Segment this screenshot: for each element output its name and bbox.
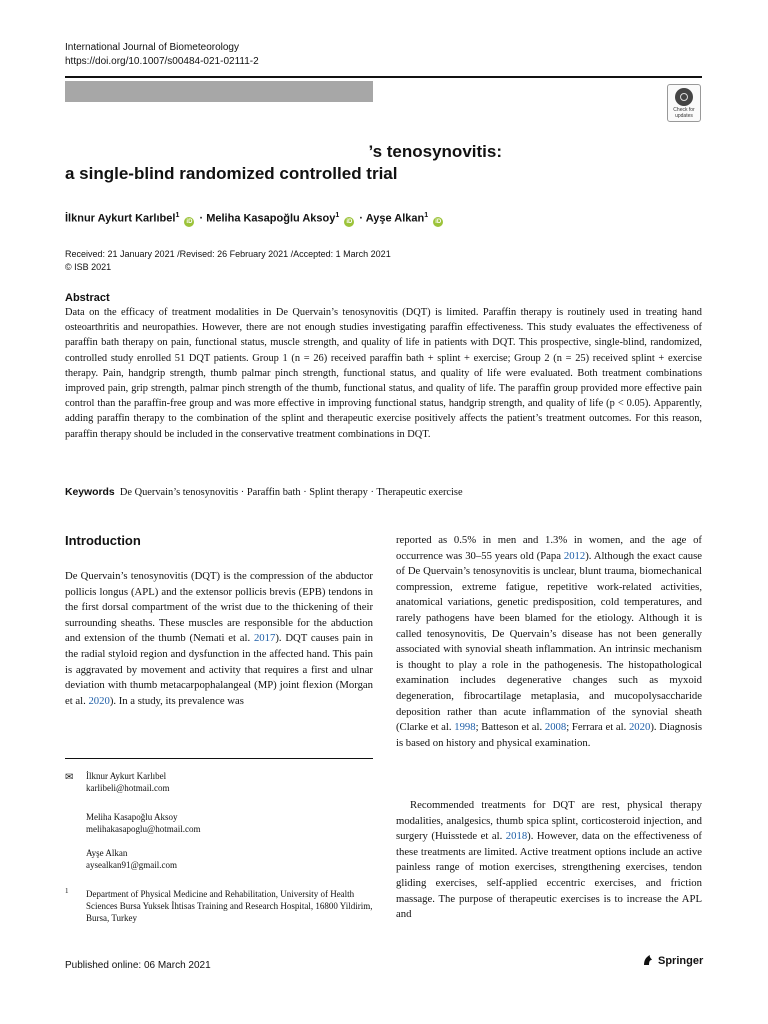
paragraph-text: ; Batteson et al. (475, 721, 545, 734)
author-affil-sup: 1 (175, 212, 180, 219)
keywords (65, 486, 463, 500)
doi-link[interactable]: https://doi.org/10.1007/s00484-021-02111-2 (65, 56, 259, 67)
author-affil-sup: 1 (335, 212, 340, 219)
keywords-list: De Quervain’s tenosynovitis · Paraffin bath · Splint therapy · Therapeutic exercise (119, 487, 463, 498)
title-line-1: ’s tenosynovitis: (368, 142, 502, 161)
publisher-logo[interactable] (642, 954, 703, 967)
paragraph-text: De Quervain’s tenosynovitis (DQT) is the compression of the abductor pollicis longus (APL) and the extensor pollicis brevis (EPB) tendons in the first dorsal compartment of the wrist due to the thickening of their surrounding sheaths. These muscles are responsible for the abduction and extension of the thumb (Nemati et al. (65, 570, 373, 645)
paragraph-text: ). In a study, its prevalence was (109, 694, 244, 707)
paragraph-text: ; Ferrara et al. (566, 721, 629, 734)
orcid-icon[interactable]: iD (435, 218, 442, 225)
citation-link[interactable]: 2020 (628, 721, 651, 734)
author-name: İlknur Aykurt Karlıbel (86, 771, 167, 781)
paragraph-text: ). Diagnosis is based on history and physical examination. (396, 721, 702, 749)
citation-link[interactable]: 2020 (88, 694, 110, 707)
author-name[interactable]: Ayşe Alkan (365, 212, 425, 225)
author-email[interactable]: aysealkan91@gmail.com (86, 860, 178, 870)
title-line-2: a single-blind randomized controlled trial (65, 164, 398, 183)
paragraph-text: ). DQT causes pain in the radial styloid region and dysfunction in the affected hand. This pain is aggravated by movement and activity that requires a first and ulnar deviation with thumb metacarpophalangeal (MP) joint flexion (Morgan et al. (65, 632, 373, 707)
affiliation: Department of Physical Medicine and Rehabilitation, University of Health Sciences Bursa Yuksek İhtisas Training and Research Hospital, 16800 Yildirim, Bursa, Turkey (86, 889, 373, 923)
article-dates: Received: 21 January 2021 /Revised: 26 February 2021 /Accepted: 1 March 2021 (65, 249, 391, 259)
orcid-icon[interactable]: iD (346, 218, 353, 225)
citation-link[interactable]: 1998 (454, 721, 476, 734)
author-separator: · (199, 212, 204, 225)
redaction-bar (65, 81, 373, 102)
correspondence-author (86, 811, 201, 835)
intro-paragraph (396, 533, 702, 751)
affiliation-number: 1 (65, 887, 69, 895)
paragraph-text: ). Although the exact cause of De Quervain’s tenosynovitis is unclear, blunt trauma, biomechanical compression, extreme fatigue, repetitive work-related activities, anatomical variations, genetic predisposition, cold temperatures, and rarely pathogens have been blamed for the etiology. Although it is called tenosynovitis, De Quervain’s disease has not been generally associated with synovial sheath inflammation. An intrinsic mechanism is thought to play a role in the pathogenesis. The histopathological examination includes degenerative changes such as myxoid degeneration, fibrocartilage metaplasia, and mucopolysaccharide deposition rather than acute inflammation of the synovial sheath (Clarke et al. (396, 549, 702, 734)
orcid-icon[interactable]: iD (186, 218, 193, 225)
author-name: Meliha Kasapoğlu Aksoy (86, 812, 178, 822)
check-for-updates-icon (675, 88, 693, 106)
author-name[interactable]: Meliha Kasapoğlu Aksoy (206, 212, 336, 225)
copyright-notice: © ISB 2021 (65, 262, 112, 272)
intro-paragraph (396, 798, 702, 923)
author-separator: · (359, 212, 364, 225)
envelope-icon: ✉ (65, 772, 74, 783)
citation-link[interactable]: 2017 (253, 632, 276, 645)
correspondence-author (86, 770, 170, 794)
publisher-name: Springer (658, 955, 704, 967)
author-name: Ayşe Alkan (86, 848, 128, 858)
badge-label: Check for updates (673, 107, 695, 119)
author-name[interactable]: İlknur Aykurt Karlıbel (65, 212, 176, 225)
paragraph-text: reported as 0.5% in men and 1.3% in women, and the age of occurrence was 30–55 years old (Papa (396, 534, 702, 562)
published-date: Published online: 06 March 2021 (65, 960, 211, 971)
header-rule (65, 76, 702, 78)
abstract-body: Data on the efficacy of treatment modalities in De Quervain’s tenosynovitis (DQT) is limited. Paraffin therapy is routinely used in treating hand osteoarthritis and neuropathies. However, there are not enough studies investigating paraffin effectiveness. This study evaluates the effectiveness of paraffin bath therapy on pain, functional status, muscle strength, and quality of life in patients with DQT. This prospective, single-blind, randomized, controlled study enrolled 51 DQT patients. Group 1 (n = 26) received paraffin bath + splint + exercise; Group 2 (n = 25) received splint + exercise therapy. Pain, handgrip strength, thumb palmar pinch strength, functional status, and quality of life were evaluated. Both treatment combinations improved pain, grip strength, palmar pinch strength of the thumb, functional status, and quality of life. The paraffin group provided more effective pain control than the paraffin-free group and was more effective in improving functional status, handgrip strength, and quality of life (p < 0.05). Apparently, adding paraffin therapy to the combination of the splint and therapeutic exercise positively affects the patient’s treatment outcomes. For this reason, paraffin therapy should be included in the conservative treatment combinations in DQT. (65, 307, 702, 440)
author-email[interactable]: karlibeli@hotmail.com (86, 783, 170, 793)
intro-heading: Introduction (65, 533, 141, 548)
author-list (65, 208, 445, 227)
citation-link[interactable]: 2008 (544, 721, 567, 734)
citation-link[interactable]: 2012 (563, 549, 586, 562)
check-for-updates-badge[interactable] (667, 84, 701, 122)
citation-link[interactable]: 2018 (505, 830, 528, 843)
paragraph-text: Recommended treatments for DQT are rest, physical therapy modalities, analgesics, thumb spica splint, corticosteroid injection, and surgery (Huisstede et al. (396, 799, 702, 843)
footnote-rule (65, 758, 373, 759)
paragraph-text: ). However, data on the effectiveness of these treatments are limited. Active treatment options include an active painless range of motion exercises, strengthening exercises, tendon gliding exercises, self-applied eccentric exercises, and friction massage. The purpose of therapeutic exercises is to increase the APL and (396, 830, 702, 921)
author-affil-sup: 1 (424, 212, 429, 219)
correspondence-author (86, 847, 177, 871)
keywords-label: Keywords (65, 487, 115, 498)
intro-paragraph (65, 569, 373, 709)
author-email[interactable]: melihakasapoglu@hotmail.com (86, 824, 201, 834)
journal-name: International Journal of Biometeorology (65, 42, 239, 53)
springer-horse-icon (642, 954, 654, 966)
abstract-heading: Abstract (65, 292, 110, 304)
